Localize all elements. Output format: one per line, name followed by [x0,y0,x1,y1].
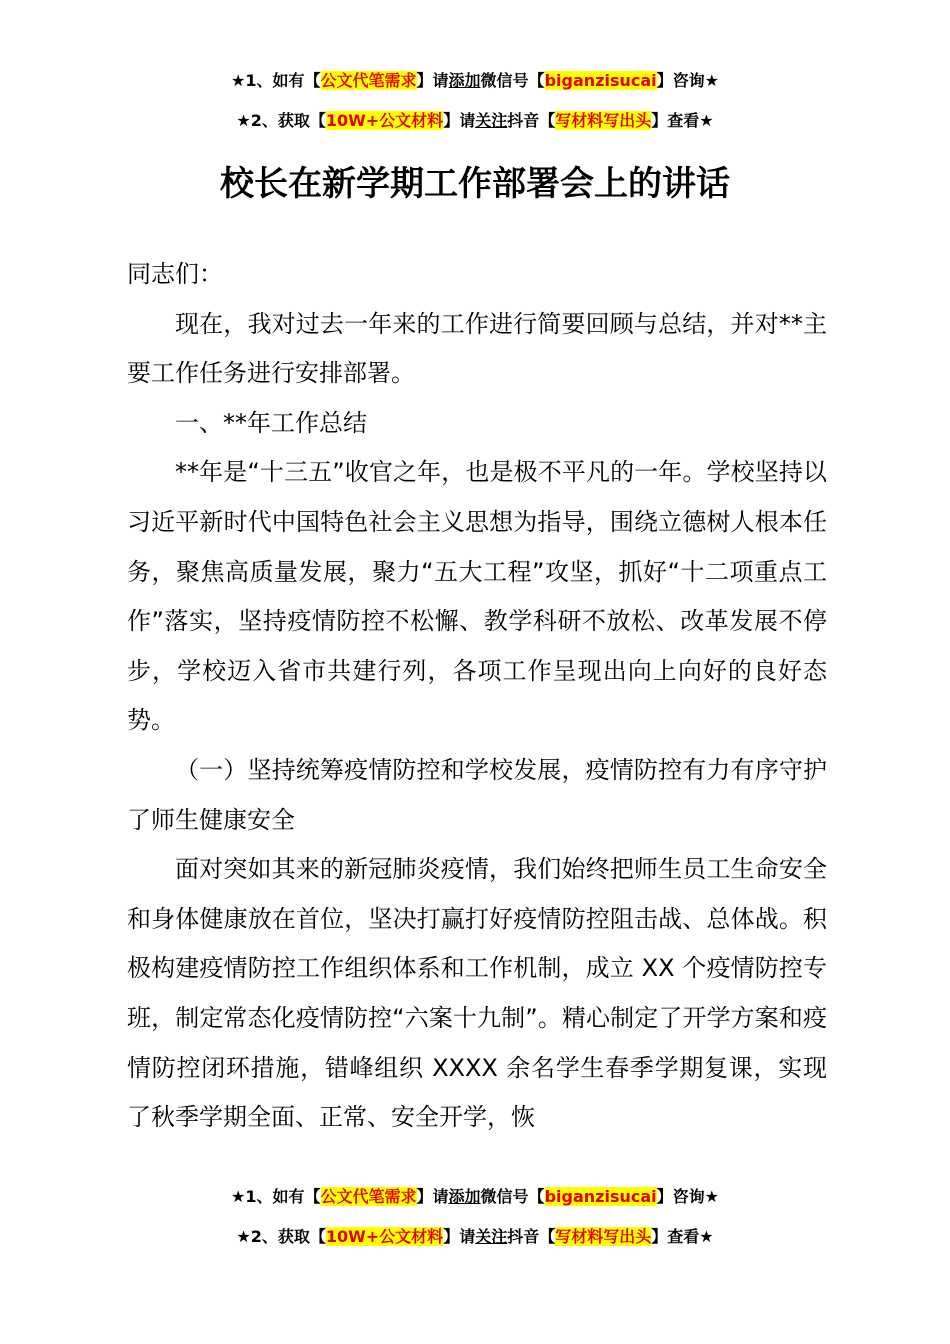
banner-text: ★1、如有【 [231,71,321,90]
document-body [127,250,827,1143]
banner-highlight: biganzisucai [544,1187,657,1206]
top-banner-line-2 [0,111,950,131]
section-heading: 一、**年工作总结 [175,408,367,437]
banner-underline-text: 关注 [475,111,508,130]
document-title: 校长在新学期工作部署会上的讲话 [220,164,730,204]
banner-highlight: 公文代笔需求 [320,71,417,90]
banner-underline-text: 添加 [448,71,481,90]
salutation: 同志们： [127,260,223,288]
banner-underline-text: 关注 [475,1227,508,1246]
banner-text: 】请 [416,71,449,90]
banner-text: 抖音【 [507,1227,556,1246]
banner-text: 】请 [443,111,476,130]
banner-underline-text: 添加 [448,1187,481,1206]
banner-text: 】请 [416,1187,449,1206]
banner-text: ★1、如有【 [231,1187,321,1206]
banner-text: 】咨询★ [656,1187,719,1206]
banner-highlight: 写材料写出头 [555,1227,652,1246]
banner-text: 】查看★ [651,111,714,130]
body-paragraph: 面对突如其来的新冠肺炎疫情，我们始终把师生员工生命安全和身体健康放在首位，坚决打赢打好疫情防控阻击战、总体战。积极构建疫情防控工作组织体系和工作机制，成立 XX 个疫情防控专班，制定常态化疫情防控“六案十九制”。精心制定了开学方案和疫情防控闭环措施，错峰组织 XXXX 余名学生春季学期复课，实现了秋季学期全面、正常、安全开学，恢 [127,855,827,1132]
body-paragraph: 现在，我对过去一年来的工作进行简要回顾与总结，并对**主要工作任务进行安排部署。 [127,309,827,388]
bottom-banner-line-1 [0,1187,950,1207]
banner-text: 微信号【 [480,71,545,90]
body-paragraph: **年是“十三五”收官之年，也是极不平凡的一年。学校坚持以习近平新时代中国特色社会主义思想为指导，围绕立德树人根本任务，聚焦高质量发展，聚力“五大工程”攻坚，抓好“十二项重点工作”落实，坚持疫情防控不松懈、教学科研不放松、改革发展不停步，学校迈入省市共建行列，各项工作呈现出向上向好的良好态势。 [127,458,827,735]
banner-text: ★2、获取【 [236,1227,326,1246]
top-banner-line-1 [0,71,950,91]
banner-text: 】查看★ [651,1227,714,1246]
banner-text: 抖音【 [507,111,556,130]
banner-text: 】咨询★ [656,71,719,90]
banner-text: 微信号【 [480,1187,545,1206]
bottom-banner-line-2 [0,1227,950,1247]
banner-text: 】请 [443,1227,476,1246]
banner-highlight: 10W+公文材料 [325,1227,444,1246]
banner-highlight: 10W+公文材料 [325,111,444,130]
banner-highlight: 公文代笔需求 [320,1187,417,1206]
banner-highlight: biganzisucai [544,71,657,90]
banner-text: ★2、获取【 [236,111,326,130]
banner-highlight: 写材料写出头 [555,111,652,130]
subsection-heading: （一）坚持统筹疫情防控和学校发展，疫情防控有力有序守护了师生健康安全 [127,755,827,834]
